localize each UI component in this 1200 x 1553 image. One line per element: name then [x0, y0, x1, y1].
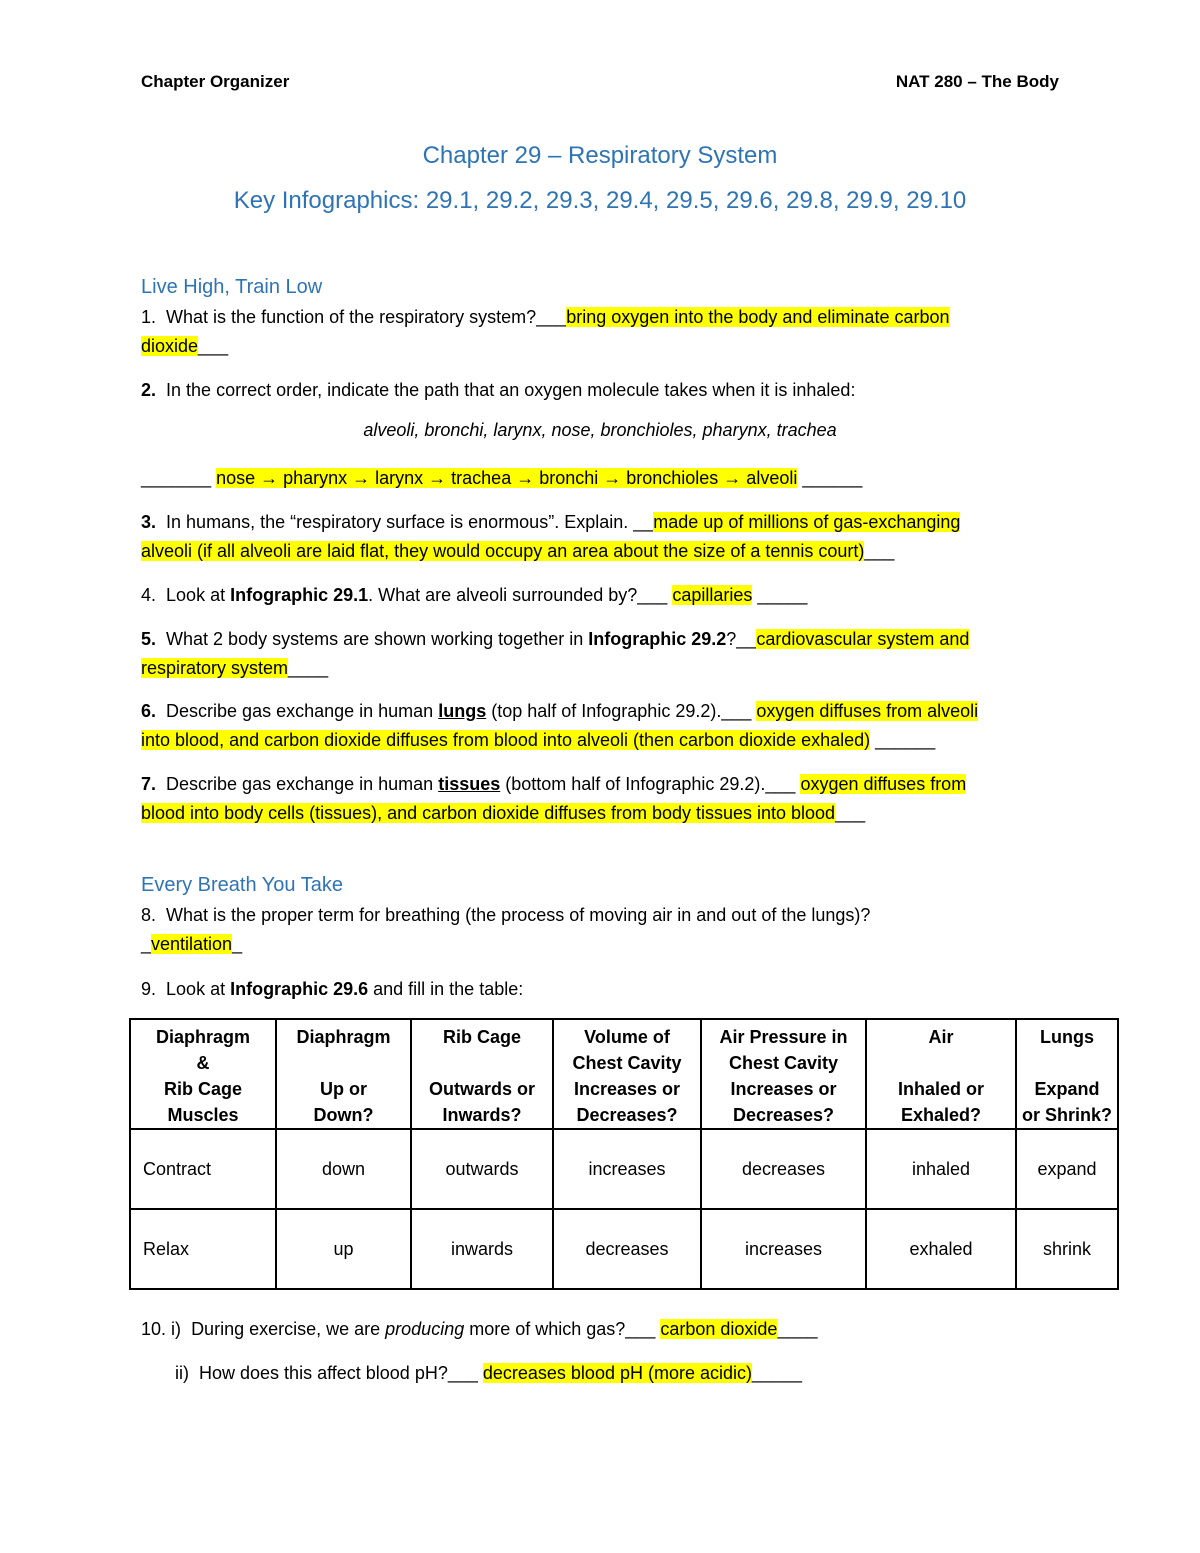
table-cell: exhaled: [866, 1209, 1016, 1289]
table-row: [130, 1129, 1118, 1209]
answer-highlight: into blood, and carbon dioxide diffuses from blood into alveoli (then carbon dioxide exhaled): [141, 730, 871, 750]
sub-label: ii): [175, 1363, 189, 1383]
question-text: Look at: [166, 979, 231, 999]
question-number: 9.: [141, 979, 157, 999]
table-cell: Contract: [130, 1129, 276, 1209]
infographic-ref: Infographic 29.2: [588, 629, 727, 649]
table-cell: inhaled: [866, 1129, 1016, 1209]
question-text: . What are alveoli surrounded by?___: [368, 585, 673, 605]
answer-highlight: oxygen diffuses from: [800, 774, 967, 794]
answer-highlight: nose → pharynx → larynx → trachea → bronchi → bronchioles → alveoli: [216, 468, 798, 488]
question-text: Describe gas exchange in human: [166, 774, 439, 794]
question-8: [141, 901, 1061, 959]
table-cell: expand: [1016, 1129, 1118, 1209]
question-text: (top half of Infographic 29.2).___: [486, 701, 757, 721]
answer-blank: _____: [752, 1363, 803, 1383]
question-text: Look at: [166, 585, 231, 605]
answer-blank: ____: [777, 1319, 818, 1339]
answer-highlight: blood into body cells (tissues), and carbon dioxide diffuses from body tissues into blood: [141, 803, 836, 823]
answer-highlight: ventilation: [151, 934, 233, 954]
infographic-ref: Infographic 29.1: [230, 585, 369, 605]
table-header-cell: Diaphragm Up or Down?: [276, 1019, 411, 1129]
question-text: How does this affect blood pH?___: [199, 1363, 483, 1383]
section-heading-live-high: Live High, Train Low: [141, 276, 323, 298]
question-text: What is the function of the respiratory system?___: [166, 307, 567, 327]
question-number: 1.: [141, 307, 157, 327]
question-5: [141, 625, 1061, 683]
question-number: 10.: [141, 1319, 167, 1339]
table-header-cell: Volume of Chest Cavity Increases or Decreases?: [553, 1019, 701, 1129]
answer-blank: _______: [141, 468, 217, 488]
question-text: What is the proper term for breathing (the process of moving air in and out of the lungs)?: [166, 905, 871, 925]
breathing-table: [129, 1018, 1119, 1290]
answer-highlight: cardiovascular system and: [756, 629, 970, 649]
table-header-row: [130, 1019, 1118, 1129]
answer-highlight: alveoli (if all alveoli are laid flat, they would occupy an area about the size of a tennis court): [141, 541, 865, 561]
table-cell: outwards: [411, 1129, 553, 1209]
question-10-ii: [175, 1359, 802, 1388]
section-heading-every-breath: Every Breath You Take: [141, 874, 343, 896]
answer-highlight: capillaries: [672, 585, 753, 605]
question-number: 8.: [141, 905, 157, 925]
answer-blank: _: [141, 934, 152, 954]
question-number: 4.: [141, 585, 157, 605]
table-header-cell: Air Pressure in Chest Cavity Increases or Decreases?: [701, 1019, 866, 1129]
question-4: [141, 581, 1061, 610]
question-2-answer: [141, 464, 1061, 493]
question-text: and fill in the table:: [368, 979, 524, 999]
table-header-cell: Air Inhaled or Exhaled?: [866, 1019, 1016, 1129]
question-text: Describe gas exchange in human: [166, 701, 439, 721]
question-number: 2.: [141, 380, 157, 400]
options-list: alveoli, bronchi, larynx, nose, bronchioles, pharynx, trachea: [363, 420, 837, 440]
table-cell: increases: [701, 1209, 866, 1289]
question-6: [141, 697, 1061, 755]
answer-highlight: carbon dioxide: [660, 1319, 778, 1339]
sub-label: i): [171, 1319, 182, 1339]
answer-blank: ___: [835, 803, 866, 823]
table-header-cell: Diaphragm & Rib Cage Muscles: [130, 1019, 276, 1129]
answer-highlight: dioxide: [141, 336, 199, 356]
question-7: [141, 770, 1061, 828]
question-text: During exercise, we are: [191, 1319, 386, 1339]
answer-highlight: oxygen diffuses from alveoli: [756, 701, 979, 721]
table-row: [130, 1209, 1118, 1289]
answer-highlight: respiratory system: [141, 658, 289, 678]
answer-blank: ______: [870, 730, 936, 750]
table-cell: up: [276, 1209, 411, 1289]
question-text: In the correct order, indicate the path that an oxygen molecule takes when it is inhaled:: [166, 380, 856, 400]
question-text: ?__: [726, 629, 757, 649]
question-text: (bottom half of Infographic 29.2).___: [500, 774, 801, 794]
answer-highlight: made up of millions of gas-exchanging: [653, 512, 961, 532]
question-text: more of which gas?___: [464, 1319, 661, 1339]
table-cell: shrink: [1016, 1209, 1118, 1289]
answer-blank: _____: [752, 585, 808, 605]
question-2: [141, 376, 1061, 405]
question-10-i: [141, 1315, 1061, 1344]
question-number: 5.: [141, 629, 157, 649]
question-number: 3.: [141, 512, 157, 532]
emphasis: producing: [385, 1319, 465, 1339]
infographic-ref: Infographic 29.6: [230, 979, 369, 999]
table-cell: increases: [553, 1129, 701, 1209]
table-header-cell: Lungs Expand or Shrink?: [1016, 1019, 1118, 1129]
header-right: NAT 280 – The Body: [895, 72, 1059, 91]
answer-highlight: decreases blood pH (more acidic): [482, 1363, 752, 1383]
answer-blank: _: [232, 934, 243, 954]
header-left: Chapter Organizer: [141, 72, 290, 91]
page-title: Chapter 29 – Respiratory System: [422, 142, 778, 169]
table-cell: decreases: [701, 1129, 866, 1209]
answer-blank: ___: [198, 336, 229, 356]
question-number: 6.: [141, 701, 157, 721]
table-cell: decreases: [553, 1209, 701, 1289]
table-cell: down: [276, 1129, 411, 1209]
answer-highlight: bring oxygen into the body and eliminate carbon: [566, 307, 950, 327]
question-9: [141, 975, 1061, 1004]
table-cell: Relax: [130, 1209, 276, 1289]
keyword-tissues: tissues: [438, 774, 501, 794]
question-text: What 2 body systems are shown working together in: [166, 629, 589, 649]
question-text: In humans, the “respiratory surface is enormous”. Explain. __: [166, 512, 654, 532]
keyword-lungs: lungs: [438, 701, 487, 721]
table-header-cell: Rib Cage Outwards or Inwards?: [411, 1019, 553, 1129]
table-cell: inwards: [411, 1209, 553, 1289]
question-3: [141, 508, 1061, 566]
answer-blank: ____: [288, 658, 329, 678]
page-subtitle: Key Infographics: 29.1, 29.2, 29.3, 29.4, 29.5, 29.6, 29.8, 29.9, 29.10: [233, 187, 967, 214]
question-number: 7.: [141, 774, 157, 794]
answer-blank: ______: [797, 468, 863, 488]
answer-blank: ___: [864, 541, 895, 561]
question-1: [141, 303, 1061, 361]
